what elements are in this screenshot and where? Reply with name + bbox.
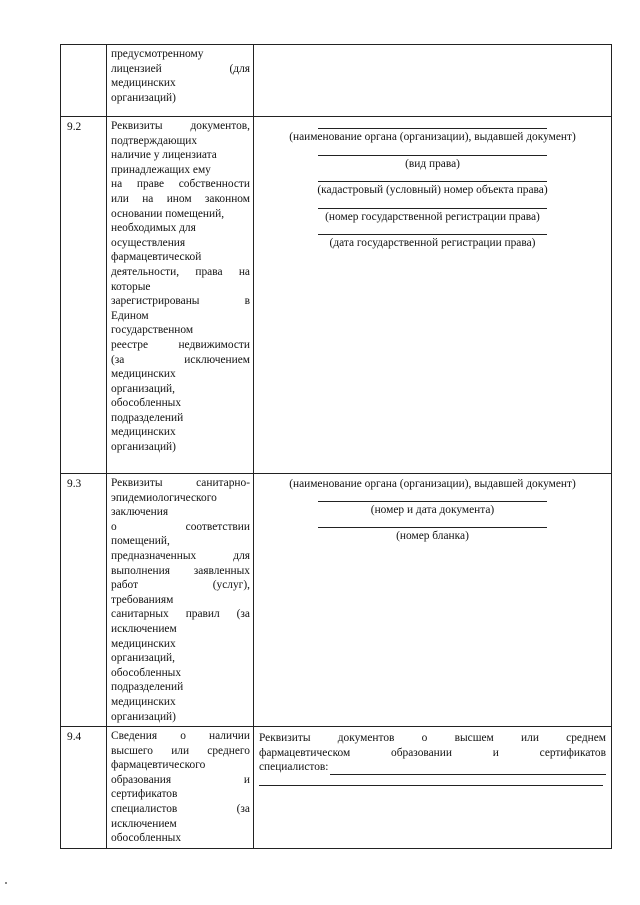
- label-line: работ (услуг),: [111, 579, 250, 592]
- label-line: зарегистрированы в: [111, 295, 250, 308]
- blank-line: [318, 501, 547, 502]
- label-line: основании помещений,: [111, 207, 225, 220]
- field-caption: (наименование органа (организации), выдавшей документ): [289, 131, 576, 143]
- label-line: организаций,: [111, 652, 175, 665]
- label-line: медицинских: [111, 368, 176, 381]
- label-line: необходимых для: [111, 222, 196, 235]
- field-caption: (номер бланка): [396, 530, 469, 543]
- label-line: или на ином законном: [111, 192, 250, 205]
- form-field-issuer: [254, 117, 611, 145]
- label-line: фармацевтического: [111, 759, 206, 772]
- field-caption: (наименование органа (организации), выдавшей документ): [289, 478, 576, 490]
- label-line: медицинских: [111, 77, 176, 90]
- label-line: Реквизиты документов,: [111, 120, 250, 132]
- label-line: требованиям: [111, 593, 174, 606]
- label-line: санитарных правил (за: [111, 608, 250, 621]
- label-line: Едином: [111, 309, 149, 322]
- row-number: 9.3: [61, 474, 107, 727]
- label-line: медицинских: [111, 426, 176, 439]
- label-line: помещений,: [111, 535, 170, 548]
- label-line: эпидемиологического: [111, 491, 217, 504]
- form-field-right-type: [254, 145, 611, 172]
- label-line: лицензией (для: [111, 62, 250, 75]
- label-line: специалистов (за: [111, 803, 250, 816]
- form-field-issuer: [254, 474, 611, 492]
- label-line: образования и: [111, 773, 250, 786]
- form-field-registration-number: [254, 198, 611, 225]
- application-form-table: [60, 44, 612, 849]
- label-line: обособленных: [111, 832, 182, 845]
- label-line: предназначенных для: [111, 549, 250, 562]
- row-number: 9.4: [61, 727, 107, 849]
- scan-mark: [5, 882, 7, 884]
- field-caption: (дата государственной регистрации права): [329, 237, 536, 250]
- field-caption: (кадастровый (условный) номер объекта права): [317, 184, 548, 197]
- label-line: фармацевтической: [111, 251, 202, 264]
- label-line: исключением: [111, 817, 177, 830]
- field-caption: (номер государственной регистрации права): [325, 210, 540, 223]
- label-line: Реквизиты санитарно-: [111, 477, 250, 489]
- row-number: 9.2: [61, 117, 107, 474]
- label-line: медицинских: [111, 637, 176, 650]
- label-line: на праве собственности: [111, 178, 250, 191]
- label-line: организаций,: [111, 382, 175, 395]
- blank-line: [318, 128, 547, 129]
- form-field-registration-date: [254, 224, 611, 251]
- label-line: выполнения заявленных: [111, 564, 250, 577]
- row-number: [61, 45, 107, 117]
- table-row: [61, 474, 612, 727]
- label-line: сертификатов: [111, 788, 178, 801]
- field-caption: (номер и дата документа): [370, 503, 495, 516]
- field-caption: (вид права): [405, 157, 460, 170]
- specialists-paragraph: [254, 727, 611, 786]
- blank-line: [318, 527, 547, 528]
- label-line: обособленных: [111, 397, 182, 410]
- label-line: государственном: [111, 324, 194, 337]
- row-value: [254, 727, 612, 849]
- label-line: о соответствии: [111, 520, 250, 533]
- table-row: [61, 727, 612, 849]
- row-value: [254, 117, 612, 474]
- label-line: Сведения о наличии: [111, 730, 250, 743]
- table-row: [61, 117, 612, 474]
- label-line: организаций): [111, 91, 176, 104]
- label-line: организаций): [111, 441, 176, 454]
- label-line: (за исключением: [111, 353, 250, 366]
- blank-line: [318, 234, 547, 235]
- blank-line: [259, 785, 603, 786]
- label-line: медицинских: [111, 695, 176, 708]
- label-line: обособленных: [111, 666, 182, 679]
- blank-line: [318, 208, 547, 209]
- form-field-document-number-date: [254, 492, 611, 518]
- blank-line: [318, 155, 547, 156]
- row-value: [254, 45, 612, 117]
- label-line: исключением: [111, 622, 177, 635]
- label-line: организаций): [111, 710, 176, 723]
- label-line: подразделений: [111, 681, 184, 694]
- label-line: подразделений: [111, 411, 184, 424]
- label-line: принадлежащих ему: [111, 163, 211, 176]
- label-line: реестре недвижимости: [111, 338, 250, 351]
- row-label: [107, 117, 254, 474]
- form-field-cadastral-number: [254, 171, 611, 198]
- label-line: осуществления: [111, 236, 186, 249]
- row-label: [107, 474, 254, 727]
- row-value: [254, 474, 612, 727]
- table-row: [61, 45, 612, 117]
- row-label: [107, 727, 254, 849]
- label-line: заключения: [111, 506, 169, 519]
- label-line: подтверждающих: [111, 134, 198, 147]
- label-line: наличие у лицензиата: [111, 149, 217, 162]
- label-line: которые: [111, 280, 151, 293]
- paragraph-line: фармацевтическом образовании и сертификатов: [259, 746, 606, 759]
- label-line: высшего или среднего: [111, 744, 250, 757]
- label-line: предусмотренному: [111, 48, 204, 60]
- row-label: [107, 45, 254, 117]
- paragraph-line: специалистов:: [259, 761, 329, 774]
- paragraph-last-line: [259, 760, 606, 775]
- form-field-form-number: [254, 517, 611, 544]
- label-line: деятельности, права на: [111, 265, 250, 278]
- paragraph-line: Реквизиты документов о высшем или среднем: [259, 732, 606, 745]
- blank-line: [330, 764, 606, 775]
- blank-line: [318, 181, 547, 182]
